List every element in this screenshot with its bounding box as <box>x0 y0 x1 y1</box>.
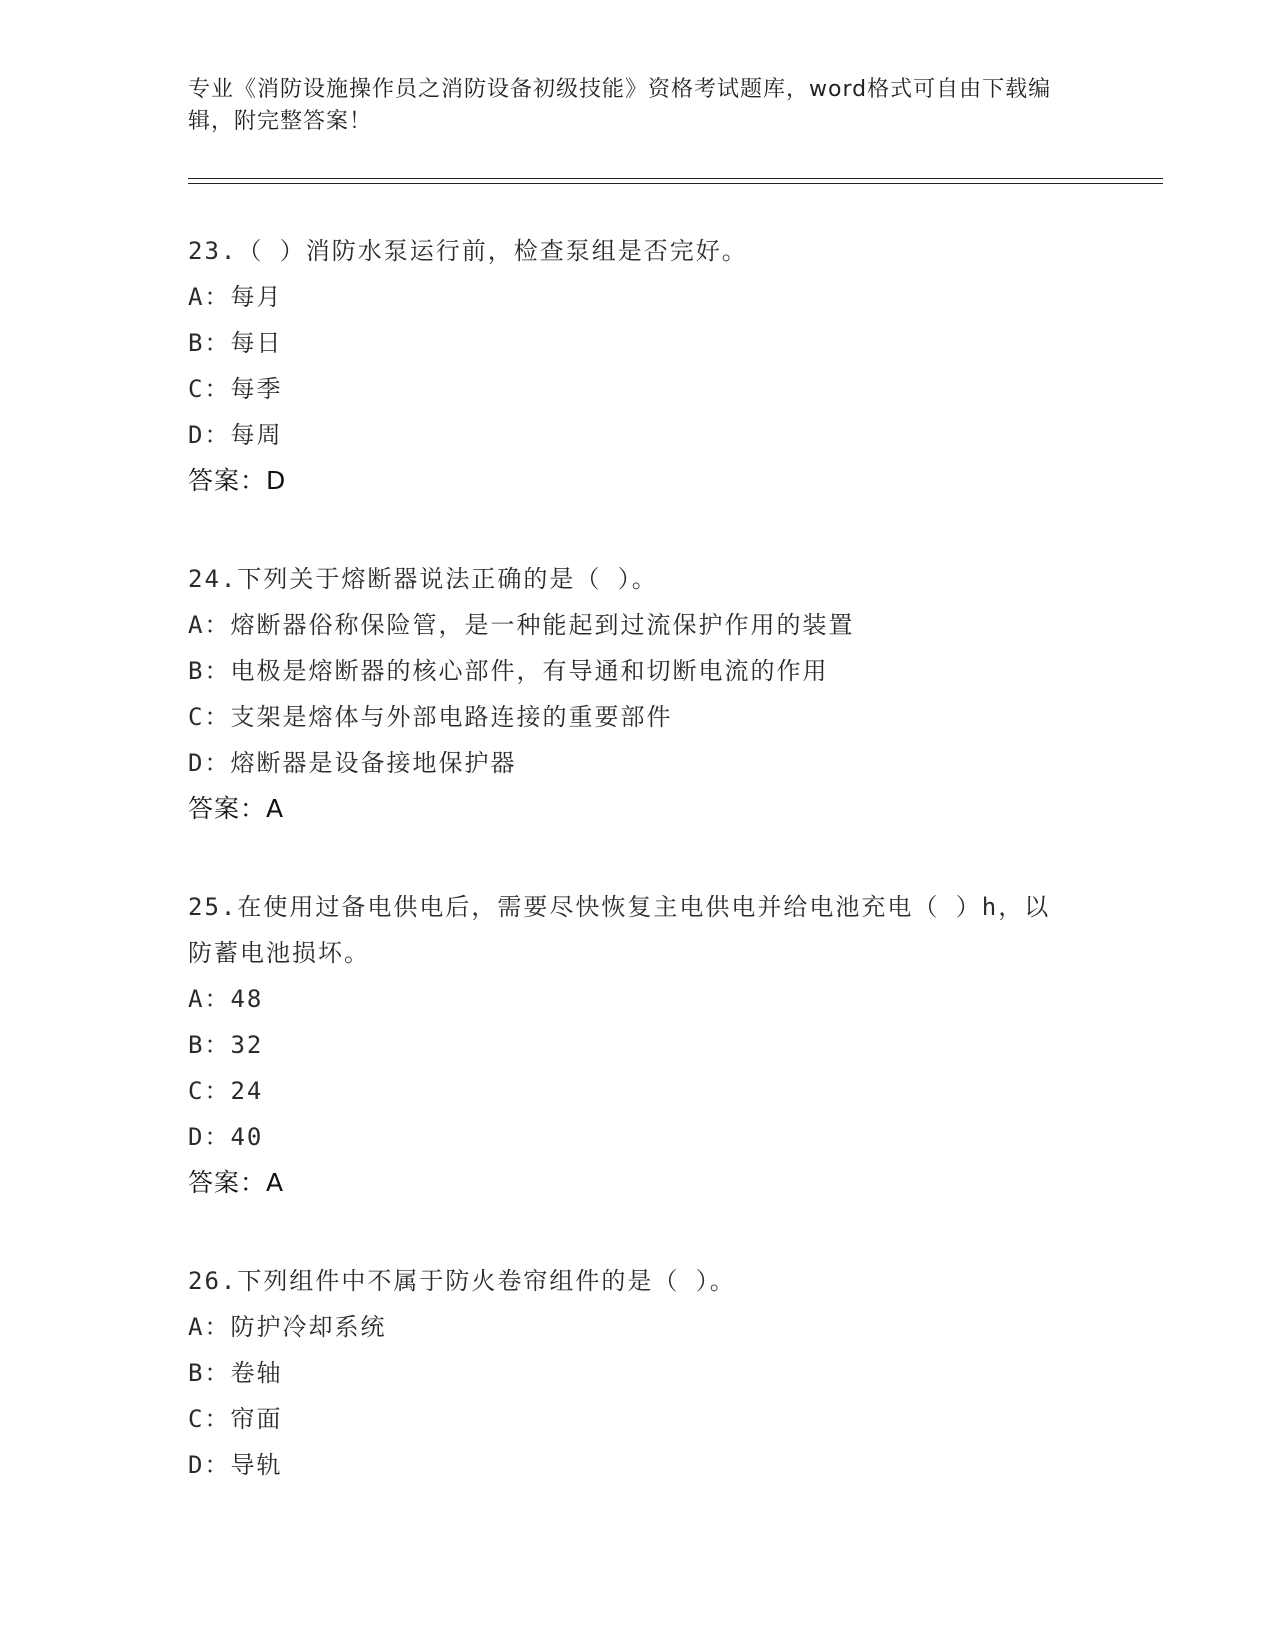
question-stem: 25.在使用过备电供电后，需要尽快恢复主电供电并给电池充电（ ）h，以防蓄电池损坏。 <box>188 893 1051 967</box>
option-b: B：每日 <box>188 329 283 357</box>
option-c: C：支架是熔体与外部电路连接的重要部件 <box>188 703 673 731</box>
option-c: C：每季 <box>188 375 283 403</box>
question-23 <box>188 228 1088 504</box>
option-c: C：帘面 <box>188 1405 283 1433</box>
option-d: D：熔断器是设备接地保护器 <box>188 749 517 777</box>
question-stem: 26.下列组件中不属于防火卷帘组件的是（ ）。 <box>188 1267 736 1295</box>
question-26 <box>188 1258 1088 1488</box>
answer: 答案：A <box>188 1168 285 1197</box>
option-a: A：每月 <box>188 283 283 311</box>
answer: 答案：D <box>188 466 287 495</box>
option-d: D：40 <box>188 1123 264 1151</box>
question-stem: 24.下列关于熔断器说法正确的是（ ）。 <box>188 565 658 593</box>
question-25 <box>188 884 1088 1206</box>
option-a: A：熔断器俗称保险管，是一种能起到过流保护作用的装置 <box>188 611 855 639</box>
answer: 答案：A <box>188 794 285 823</box>
option-c: C：24 <box>188 1077 264 1105</box>
document-header: 专业《消防设施操作员之消防设备初级技能》资格考试题库，word格式可自由下载编辑，附完整答案！ <box>188 77 1052 134</box>
question-stem: 23.（ ）消防水泵运行前，检查泵组是否完好。 <box>188 237 748 265</box>
question-24 <box>188 556 1088 832</box>
option-d: D：每周 <box>188 421 283 449</box>
header-divider-bottom <box>188 183 1163 184</box>
header-divider-top <box>188 178 1163 179</box>
option-d: D：导轨 <box>188 1451 283 1479</box>
option-a: A：48 <box>188 985 264 1013</box>
option-b: B：电极是熔断器的核心部件，有导通和切断电流的作用 <box>188 657 829 685</box>
option-b: B：卷轴 <box>188 1359 283 1387</box>
option-a: A：防护冷却系统 <box>188 1313 387 1341</box>
option-b: B：32 <box>188 1031 264 1059</box>
